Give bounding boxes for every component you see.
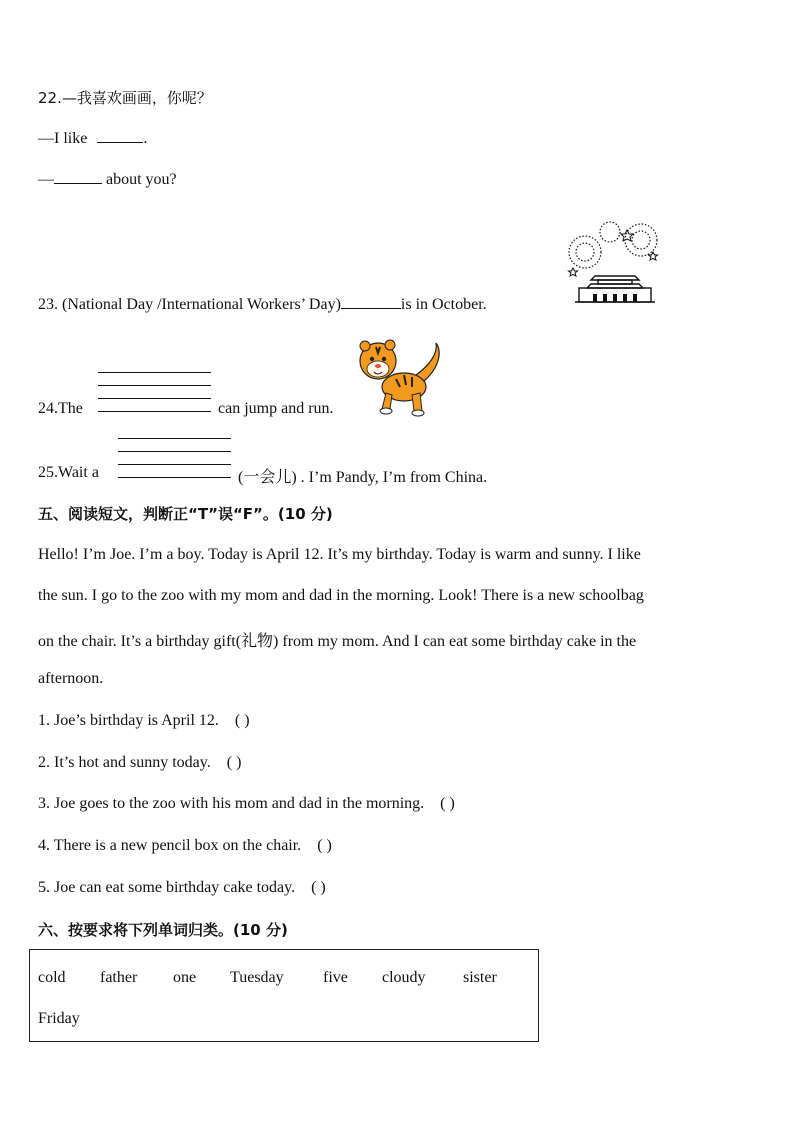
word-item: Tuesday <box>230 969 284 986</box>
question-2-answer-bracket[interactable]: ( ) <box>226 754 242 771</box>
passage-line-4: afternoon. <box>38 670 104 687</box>
q25-answer-line-4[interactable] <box>118 477 231 478</box>
word-item: cloudy <box>382 969 426 986</box>
question-4-text: 4. There is a new pencil box on the chair. <box>38 837 302 854</box>
question-3 <box>38 795 455 813</box>
tiger-icon <box>356 335 444 417</box>
q22-line1 <box>38 130 147 148</box>
passage-line-3: on the chair. It’s a birthday gift(礼物) from my mom. And I can eat some birthday cake in the <box>38 633 637 650</box>
question-2 <box>38 754 241 772</box>
q24-answer-line-3[interactable] <box>98 398 211 399</box>
question-5-text: 5. Joe can eat some birthday cake today. <box>38 879 296 896</box>
question-4-answer-bracket[interactable]: ( ) <box>317 837 332 854</box>
q22-blank-2[interactable] <box>54 182 102 184</box>
q22-blank-1[interactable] <box>97 141 143 143</box>
q25-answer-line-3[interactable] <box>118 464 231 465</box>
q22-line2 <box>38 171 177 189</box>
q24-prefix: 24.The <box>38 400 83 417</box>
question-1 <box>38 712 250 730</box>
q25-prefix: 25.Wait a <box>38 464 99 481</box>
q23-options: 23. (National Day /International Workers’ Day) <box>38 296 341 313</box>
question-5 <box>38 879 326 897</box>
word-item: sister <box>463 969 497 986</box>
question-1-text: 1. Joe’s birthday is April 12. <box>38 712 219 729</box>
q24-answer-line-1[interactable] <box>98 372 211 373</box>
q23-suffix: is in October. <box>400 296 487 313</box>
q23-blank[interactable] <box>341 307 401 309</box>
word-bank-box <box>29 949 539 1042</box>
q25-suffix: (一会儿) . I’m Pandy, I’m from China. <box>238 469 488 486</box>
q25-answer-line-1[interactable] <box>118 438 231 439</box>
question-3-text: 3. Joe goes to the zoo with his mom and dad in the morning. <box>38 795 425 812</box>
q25-answer-line-2[interactable] <box>118 451 231 452</box>
section6-heading: 六、按要求将下列单词归类。(10 分) <box>38 921 288 939</box>
passage-line-2: the sun. I go to the zoo with my mom and dad in the morning. Look! There is a new schoolbag <box>38 587 644 604</box>
question-1-answer-bracket[interactable]: ( ) <box>234 712 250 729</box>
word-item: father <box>100 969 138 986</box>
q22-line1-suffix: . <box>143 130 148 147</box>
q24-answer-line-4[interactable] <box>98 411 211 412</box>
q22-line1-prefix: —I like <box>38 130 88 147</box>
question-5-answer-bracket[interactable]: ( ) <box>311 879 326 896</box>
q23-line <box>38 296 487 314</box>
question-3-answer-bracket[interactable]: ( ) <box>440 795 455 812</box>
word-item: Friday <box>38 1010 80 1027</box>
passage-line-1: Hello! I’m Joe. I’m a boy. Today is April 12. It’s my birthday. Today is warm and sunny. I like <box>38 546 641 563</box>
q24-answer-line-2[interactable] <box>98 385 211 386</box>
word-item: five <box>323 969 348 986</box>
word-item: cold <box>38 969 66 986</box>
q22-line2-suffix: about you? <box>106 171 177 188</box>
tiananmen-fireworks-icon <box>565 218 665 306</box>
section5-heading: 五、阅读短文，判断正“T”误“F”。(10 分) <box>38 505 333 523</box>
question-4 <box>38 837 332 855</box>
q24-suffix: can jump and run. <box>218 400 334 417</box>
word-item: one <box>173 969 197 986</box>
q22-line2-prefix: — <box>38 171 54 188</box>
question-2-text: 2. It’s hot and sunny today. <box>38 754 211 771</box>
q22-prompt: 22.—我喜欢画画，你呢？ <box>38 89 212 107</box>
